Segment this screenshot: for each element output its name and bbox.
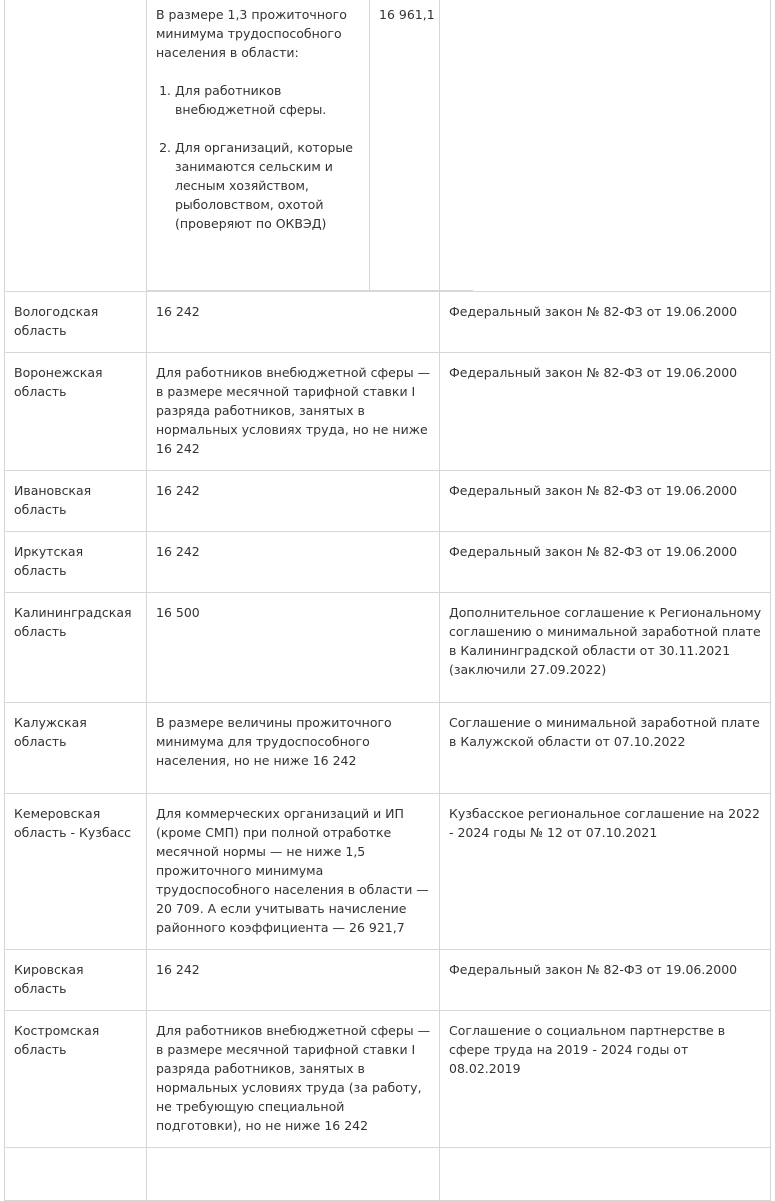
region-cell: Калужская область [5, 702, 147, 793]
table-row [5, 531, 771, 592]
mrot-cell-empty [147, 1147, 440, 1200]
mrot-cell: В размере величины прожиточного минимума для трудоспособного населения, но не ниже 16 242 [147, 702, 440, 793]
region-cell: Костромская область [5, 1010, 147, 1147]
basis-cell: Соглашение о социальном партнерстве в сфере труда на 2019 - 2024 годы от 08.02.2019 [440, 1010, 771, 1147]
mrot-cell: 16 242 [147, 531, 440, 592]
regional-mrot-table [4, 0, 771, 1201]
region-cell: Вологодская область [5, 291, 147, 352]
basis-cell: Соглашение о минимальной заработной плате в Калужской области от 07.10.2022 [440, 702, 771, 793]
mrot-cell: Для коммерческих организаций и ИП (кроме СМП) при полной отработке месячной нормы — не ниже 1,5 прожиточного минимума трудоспособного населения в области — 20 709. А если учитывать начисление районного коэффициента — 26 921,7 [147, 793, 440, 949]
table-row-continued [5, 0, 771, 291]
table-row [5, 592, 771, 702]
basis-cell-empty [440, 1147, 771, 1200]
basis-cell-empty [440, 0, 771, 291]
basis-cell: Федеральный закон № 82-ФЗ от 19.06.2000 [440, 291, 771, 352]
basis-cell: Дополнительное соглашение к Региональному соглашению о минимальной заработной плате в Калининградской области от 30.11.2021 (заключили 27.09.2022) [440, 592, 771, 702]
table-row [5, 291, 771, 352]
table-row [5, 470, 771, 531]
basis-cell: Кузбасское региональное соглашение на 2022 - 2024 годы № 12 от 07.10.2021 [440, 793, 771, 949]
region-cell-empty [5, 0, 147, 291]
mrot-cell: 16 242 [147, 949, 440, 1010]
mrot-cell: 16 242 [147, 291, 440, 352]
region-cell: Иркутская область [5, 531, 147, 592]
nested-value: 16 961,1 [370, 0, 474, 290]
nested-description: В размере 1,3 прожиточного минимума трудоспособного населения в области: [156, 7, 347, 60]
nested-list [156, 81, 361, 233]
nested-table [147, 0, 473, 291]
table-row [5, 949, 771, 1010]
region-cell: Калининградская область [5, 592, 147, 702]
region-cell: Воронежская область [5, 352, 147, 470]
mrot-cell: 16 500 [147, 592, 440, 702]
region-cell: Кировская область [5, 949, 147, 1010]
nested-list-item: 1. Для работников внебюджетной сферы. [175, 81, 361, 119]
mrot-cell: 16 242 [147, 470, 440, 531]
mrot-cell: Для работников внебюджетной сферы — в размере месячной тарифной ставки I разряда работников, занятых в нормальных условиях труда, но не ниже 16 242 [147, 352, 440, 470]
table-row [5, 352, 771, 470]
table-row-cut-off [5, 1147, 771, 1200]
region-cell: Кемеровская область - Кузбасс [5, 793, 147, 949]
mrot-cell: Для работников внебюджетной сферы — в размере месячной тарифной ставки I разряда работников, занятых в нормальных условиях труда (за работу, не требующую специальной подготовки), но не ниже 16 242 [147, 1010, 440, 1147]
basis-cell: Федеральный закон № 82-ФЗ от 19.06.2000 [440, 531, 771, 592]
nested-list-item: 2. Для организаций, которые занимаются сельским и лесным хозяйством, рыболовством, охотой (проверяют по ОКВЭД) [175, 138, 361, 233]
table-row [5, 1010, 771, 1147]
table-row [5, 702, 771, 793]
basis-cell: Федеральный закон № 82-ФЗ от 19.06.2000 [440, 949, 771, 1010]
basis-cell: Федеральный закон № 82-ФЗ от 19.06.2000 [440, 470, 771, 531]
region-cell: Ивановская область [5, 470, 147, 531]
mrot-cell-nested [147, 0, 440, 291]
nested-description-cell [147, 0, 370, 290]
table-row [5, 793, 771, 949]
basis-cell: Федеральный закон № 82-ФЗ от 19.06.2000 [440, 352, 771, 470]
region-cell-empty [5, 1147, 147, 1200]
